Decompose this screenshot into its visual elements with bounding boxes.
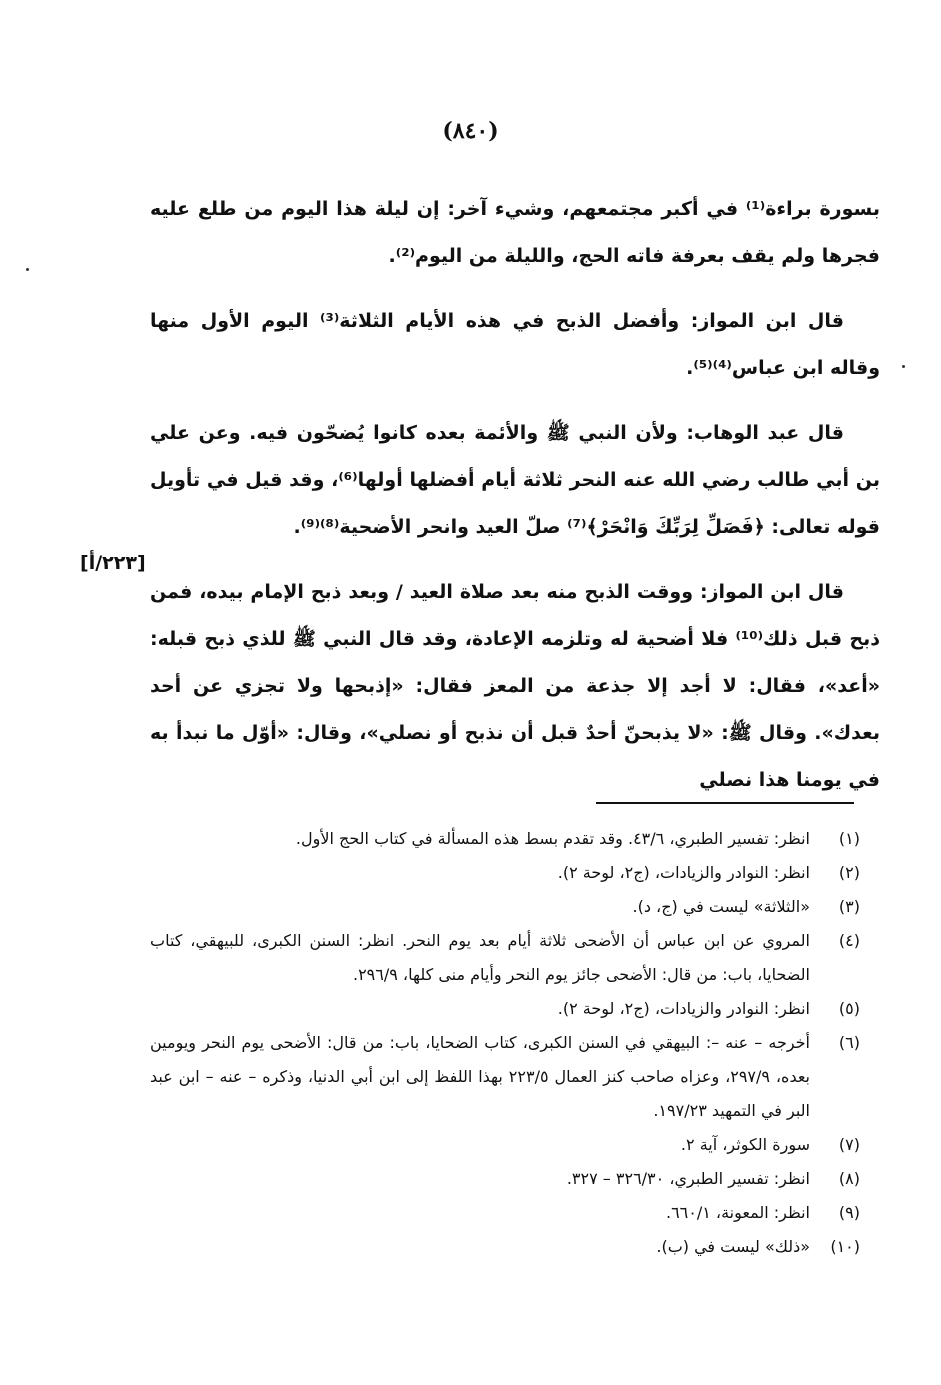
paragraph-3: قال عبد الوهاب: ولأن النبي ﷺ والأئمة بعده كانوا يُضحّون فيه. وعن علي بن أبي طالب رضي الله عنه النحر ثلاثة أيام أفضلها أولها⁽⁶⁾، وقد قيل في تأويل قوله تعالى: ﴿فَصَلِّ لِرَبِّكَ وَانْحَرْ﴾⁽⁷⁾ صلّ العيد وانحر الأضحية⁽⁸⁾⁽⁹⁾. xyxy=(150,422,880,538)
footnote xyxy=(150,856,860,890)
footnote xyxy=(150,1230,860,1264)
page-number: (٨٤٠) xyxy=(442,118,499,144)
scan-speck xyxy=(902,365,905,368)
footnote-separator xyxy=(596,802,854,804)
footnote-number: (٣) xyxy=(838,897,860,916)
footnote xyxy=(150,992,860,1026)
footnote-number: (٦) xyxy=(838,1033,860,1052)
paragraph-4 xyxy=(150,569,880,804)
footnote-number: (١) xyxy=(838,829,860,848)
footnote-text: المروي عن ابن عباس أن الأضحى ثلاثة أيام بعد يوم النحر. انظر: السنن الكبرى، للبيهقي، كتاب الضحايا، باب: من قال: الأضحى جائز يوم النحر وأيام منى كلها، ٢٩٦/٩. xyxy=(150,931,810,984)
footnote xyxy=(150,822,860,856)
footnote xyxy=(150,1128,860,1162)
footnote-number: (٧) xyxy=(838,1135,860,1154)
footnote-text: سورة الكوثر، آية ٢. xyxy=(680,1135,810,1154)
margin-reference: [٢٢٣/أ] xyxy=(80,552,146,574)
footnote xyxy=(150,1162,860,1196)
footnote-number: (٤) xyxy=(838,931,860,950)
footnote-text: انظر: المعونة، ٦٦٠/١. xyxy=(665,1203,810,1222)
footnote xyxy=(150,890,860,924)
footnote-text: «ذلك» ليست في (ب). xyxy=(656,1237,810,1256)
footnote-number: (٥) xyxy=(838,999,860,1018)
footnote xyxy=(150,1026,860,1128)
footnote-number: (٢) xyxy=(838,863,860,882)
paragraph-2: قال ابن المواز: وأفضل الذبح في هذه الأيام الثلاثة⁽³⁾ اليوم الأول منها وقاله ابن عباس⁽⁴⁾⁽⁵⁾. xyxy=(150,310,880,379)
footnote-number: (٩) xyxy=(838,1203,860,1222)
footnote-text: انظر: تفسير الطبري، ٤٣/٦. وقد تقدم بسط هذه المسألة في كتاب الحج الأول. xyxy=(295,829,810,848)
footnotes xyxy=(150,822,860,1264)
footnote-text: أخرجه – عنه –: البيهقي في السنن الكبرى، كتاب الضحايا، باب: من قال: الأضحى يوم النحر ويومين بعده، ٢٩٧/٩، وعزاه صاحب كنز العمال ٢٢٣/٥ بهذا اللفظ إلى ابن أبي الدنيا، وذكره – عنه – ابن عبد البر في التمهيد ١٩٧/٢٣. xyxy=(150,1033,811,1120)
footnote-number: (١٠) xyxy=(830,1237,860,1256)
footnote xyxy=(150,1196,860,1230)
footnote-text: انظر: النوادر والزيادات، (ج٢، لوحة ٢). xyxy=(557,863,810,882)
paragraph-4-text: قال ابن المواز: ووقت الذبح منه بعد صلاة العيد / وبعد ذبح الإمام بيده، فمن ذبح قبل ذلك⁽¹⁰⁾ فلا أضحية له وتلزمه الإعادة، وقد قال النبي ﷺ للذي ذبح قبله: «أعد»، فقال: لا أجد إلا جذعة من المعز فقال: «إذبحها ولا تجزي عن أحد بعدك». وقال ﷺ: «لا يذبحنّ أحدٌ قبل أن نذبح أو نصلي»، وقال: «أوّل ما نبدأ به في يومنا هذا نصلي xyxy=(150,581,880,791)
footnote xyxy=(150,924,860,992)
footnote-text: انظر: النوادر والزيادات، (ج٢، لوحة ٢). xyxy=(557,999,810,1018)
main-text xyxy=(150,186,880,822)
footnote-number: (٨) xyxy=(838,1169,860,1188)
footnote-text: «الثلاثة» ليست في (ج، د). xyxy=(632,897,810,916)
scan-speck xyxy=(26,268,29,271)
footnote-text: انظر: تفسير الطبري، ٣٢٦/٣٠ – ٣٢٧. xyxy=(566,1169,810,1188)
paragraph-1: بسورة براءة⁽¹⁾ في أكبر مجتمعهم، وشيء آخر: إن ليلة هذا اليوم من طلع عليه فجرها ولم يقف بعرفة فاته الحج، والليلة من اليوم⁽²⁾. xyxy=(150,198,880,267)
